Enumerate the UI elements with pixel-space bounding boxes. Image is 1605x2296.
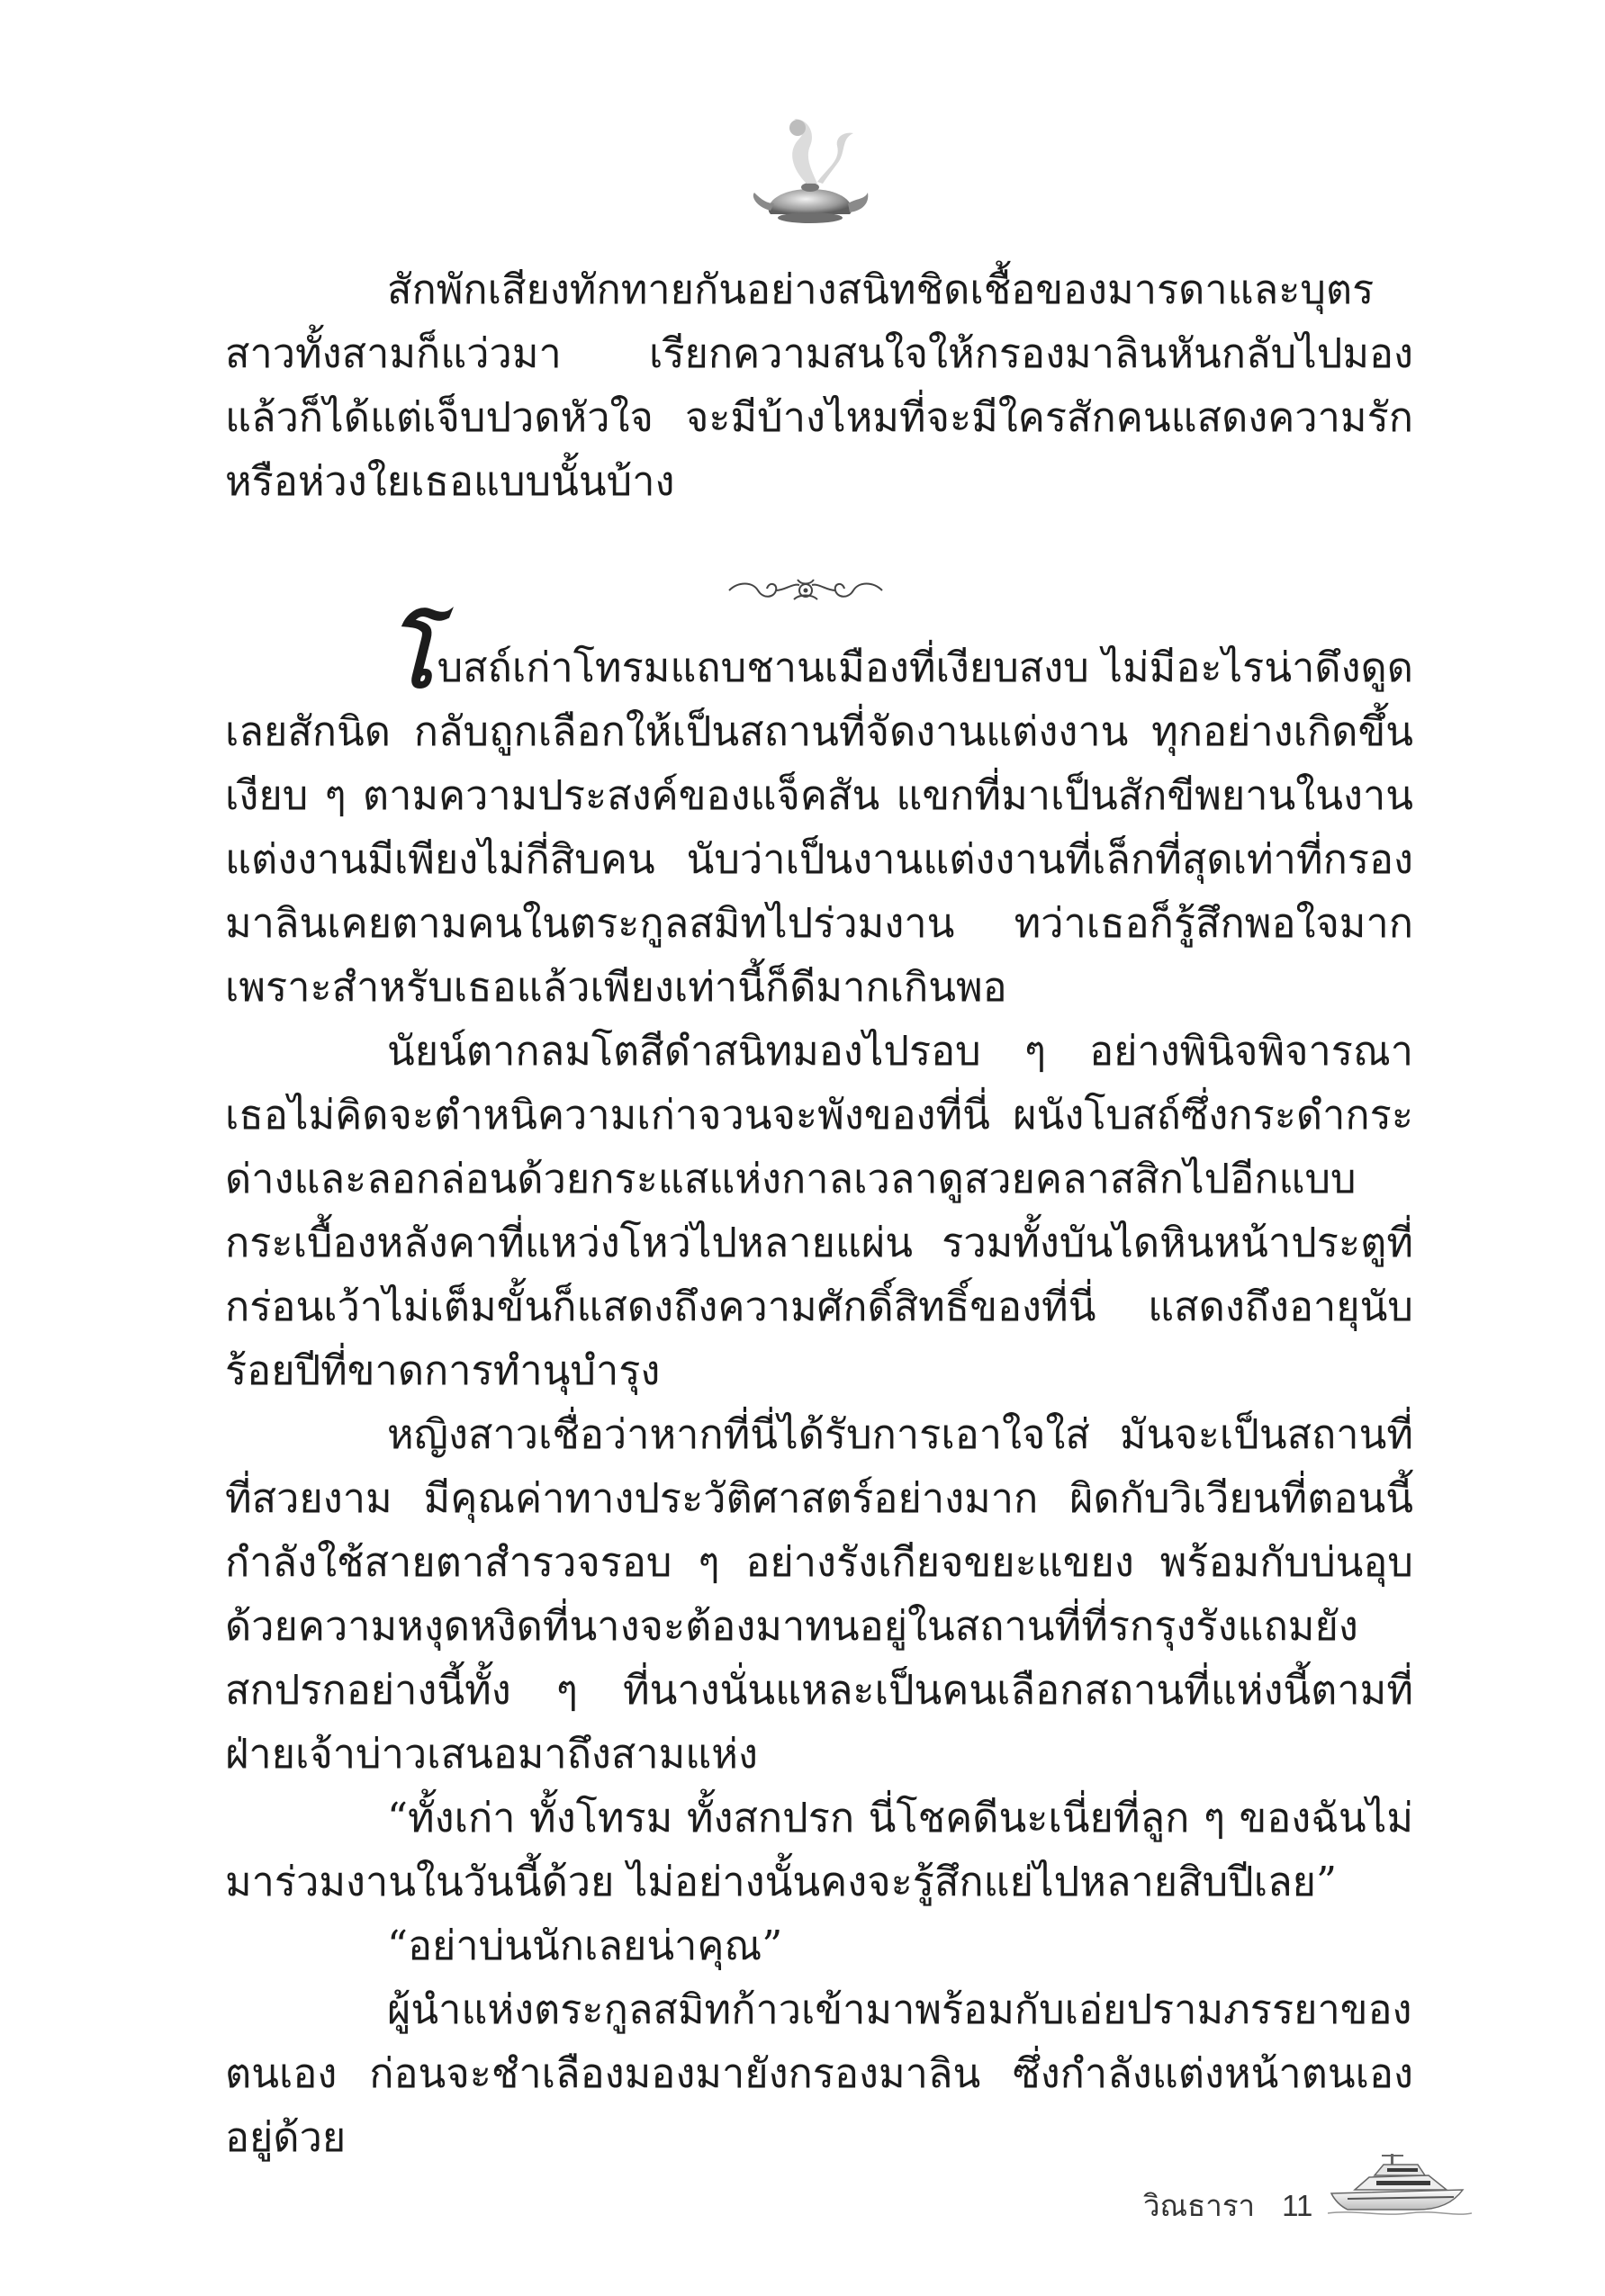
drop-cap: โ <box>387 606 434 707</box>
scroll-divider-icon <box>720 574 891 607</box>
paragraph: นัยน์ตากลมโตสีดำสนิทมองไปรอบ ๆ อย่างพินิจพิจารณา เธอไม่คิดจะตำหนิความเก่าจวนจะพังของที่นี่ ผนังโบสถ์ซึ่งกระดำกระด่างและลอกล่อนด้วยกระแสแห่งกาลเวลาดูสวยคลาสสิกไปอีกแบบ กระเบื้องหลังคาที่แหว่งโหว่ไปหลายแผ่น รวมทั้งบันไดหินหน้าประตูที่กร่อนเว้าไม่เต็มขั้นก็แสดงถึงความศักดิ์สิทธิ์ของที่นี่ แสดงถึงอายุนับร้อยปีที่ขาดการทำนุบำรุง <box>225 1027 1413 1394</box>
section-2 <box>225 606 1413 2169</box>
page-footer <box>1143 2182 1312 2229</box>
paragraph: ผู้นำแห่งตระกูลสมิทก้าวเข้ามาพร้อมกับเอ่ยปรามภรรยาของตนเอง ก่อนจะชำเลืองมองมายังกรองมาลิน ซึ่งกำลังแต่งหน้าตนเองอยู่ด้วย <box>225 1985 1413 2161</box>
page-number: 11 <box>1282 2189 1313 2222</box>
yacht-icon <box>1328 2147 1472 2219</box>
paragraph: หญิงสาวเชื่อว่าหากที่นี่ได้รับการเอาใจใส่ มันจะเป็นสถานที่ที่สวยงาม มีคุณค่าทางประวัติศาสตร์อย่างมาก ผิดกับวิเวียนที่ตอนนี้กำลังใช้สายตาสำรวจรอบ ๆ อย่างรังเกียจขยะแขยง พร้อมกับบ่นอุบด้วยความหงุดหงิดที่นางจะต้องมาทนอยู่ในสถานที่ที่รกรุงรังแถมยังสกปรกอย่างนี้ทั้ง ๆ ที่นางนั่นแหละเป็นคนเลือกสถานที่แห่งนี้ตามที่ฝ่ายเจ้าบ่าวเสนอมาถึงสามแห่ง <box>225 1410 1413 1778</box>
opening-paragraph <box>225 606 1413 1019</box>
paragraph: “อย่าบ่นนักเลยน่าคุณ” <box>387 1922 783 1969</box>
paragraph: “ทั้งเก่า ทั้งโทรม ทั้งสกปรก นี่โชคดีนะเนี่ยที่ลูก ๆ ของฉันไม่มาร่วมงานในวันนี้ด้วย ไม่อย่างนั้นคงจะรู้สึกแย่ไปหลายสิบปีเลย” <box>225 1794 1413 1905</box>
section-1 <box>225 257 1413 513</box>
paragraph: สักพักเสียงทักทายกันอย่างสนิทชิดเชื้อของมารดาและบุตรสาวทั้งสามก็แว่วมา เรียกความสนใจให้กรองมาลินหันกลับไปมอง แล้วก็ได้แต่เจ็บปวดหัวใจ จะมีบ้างไหมที่จะมีใครสักคนแสดงความรักหรือห่วงใยเธอแบบนั้นบ้าง <box>225 266 1413 505</box>
footer-book-title: วิณธารา <box>1143 2189 1256 2222</box>
opening-paragraph-text: บสถ์เก่าโทรมแถบชานเมืองที่เงียบสงบ ไม่มีอะไรน่าดึงดูดเลยสักนิด กลับถูกเลือกให้เป็นสถานที่จัดงานแต่งงาน ทุกอย่างเกิดขึ้นเงียบ ๆ ตามความประสงค์ของแจ็คสัน แขกที่มาเป็นสักขีพยานในงานแต่งงานมีเพียงไม่กี่สิบคน นับว่าเป็นงานแต่งงานที่เล็กที่สุดเท่าที่กรองมาลินเคยตามคนในตระกูลสมิทไปร่วมงาน ทว่าเธอก็รู้สึกพอใจมาก เพราะสำหรับเธอแล้วเพียงเท่านี้ก็ดีมากเกินพอ <box>225 644 1413 1011</box>
lamp-ornament-icon <box>747 106 873 232</box>
